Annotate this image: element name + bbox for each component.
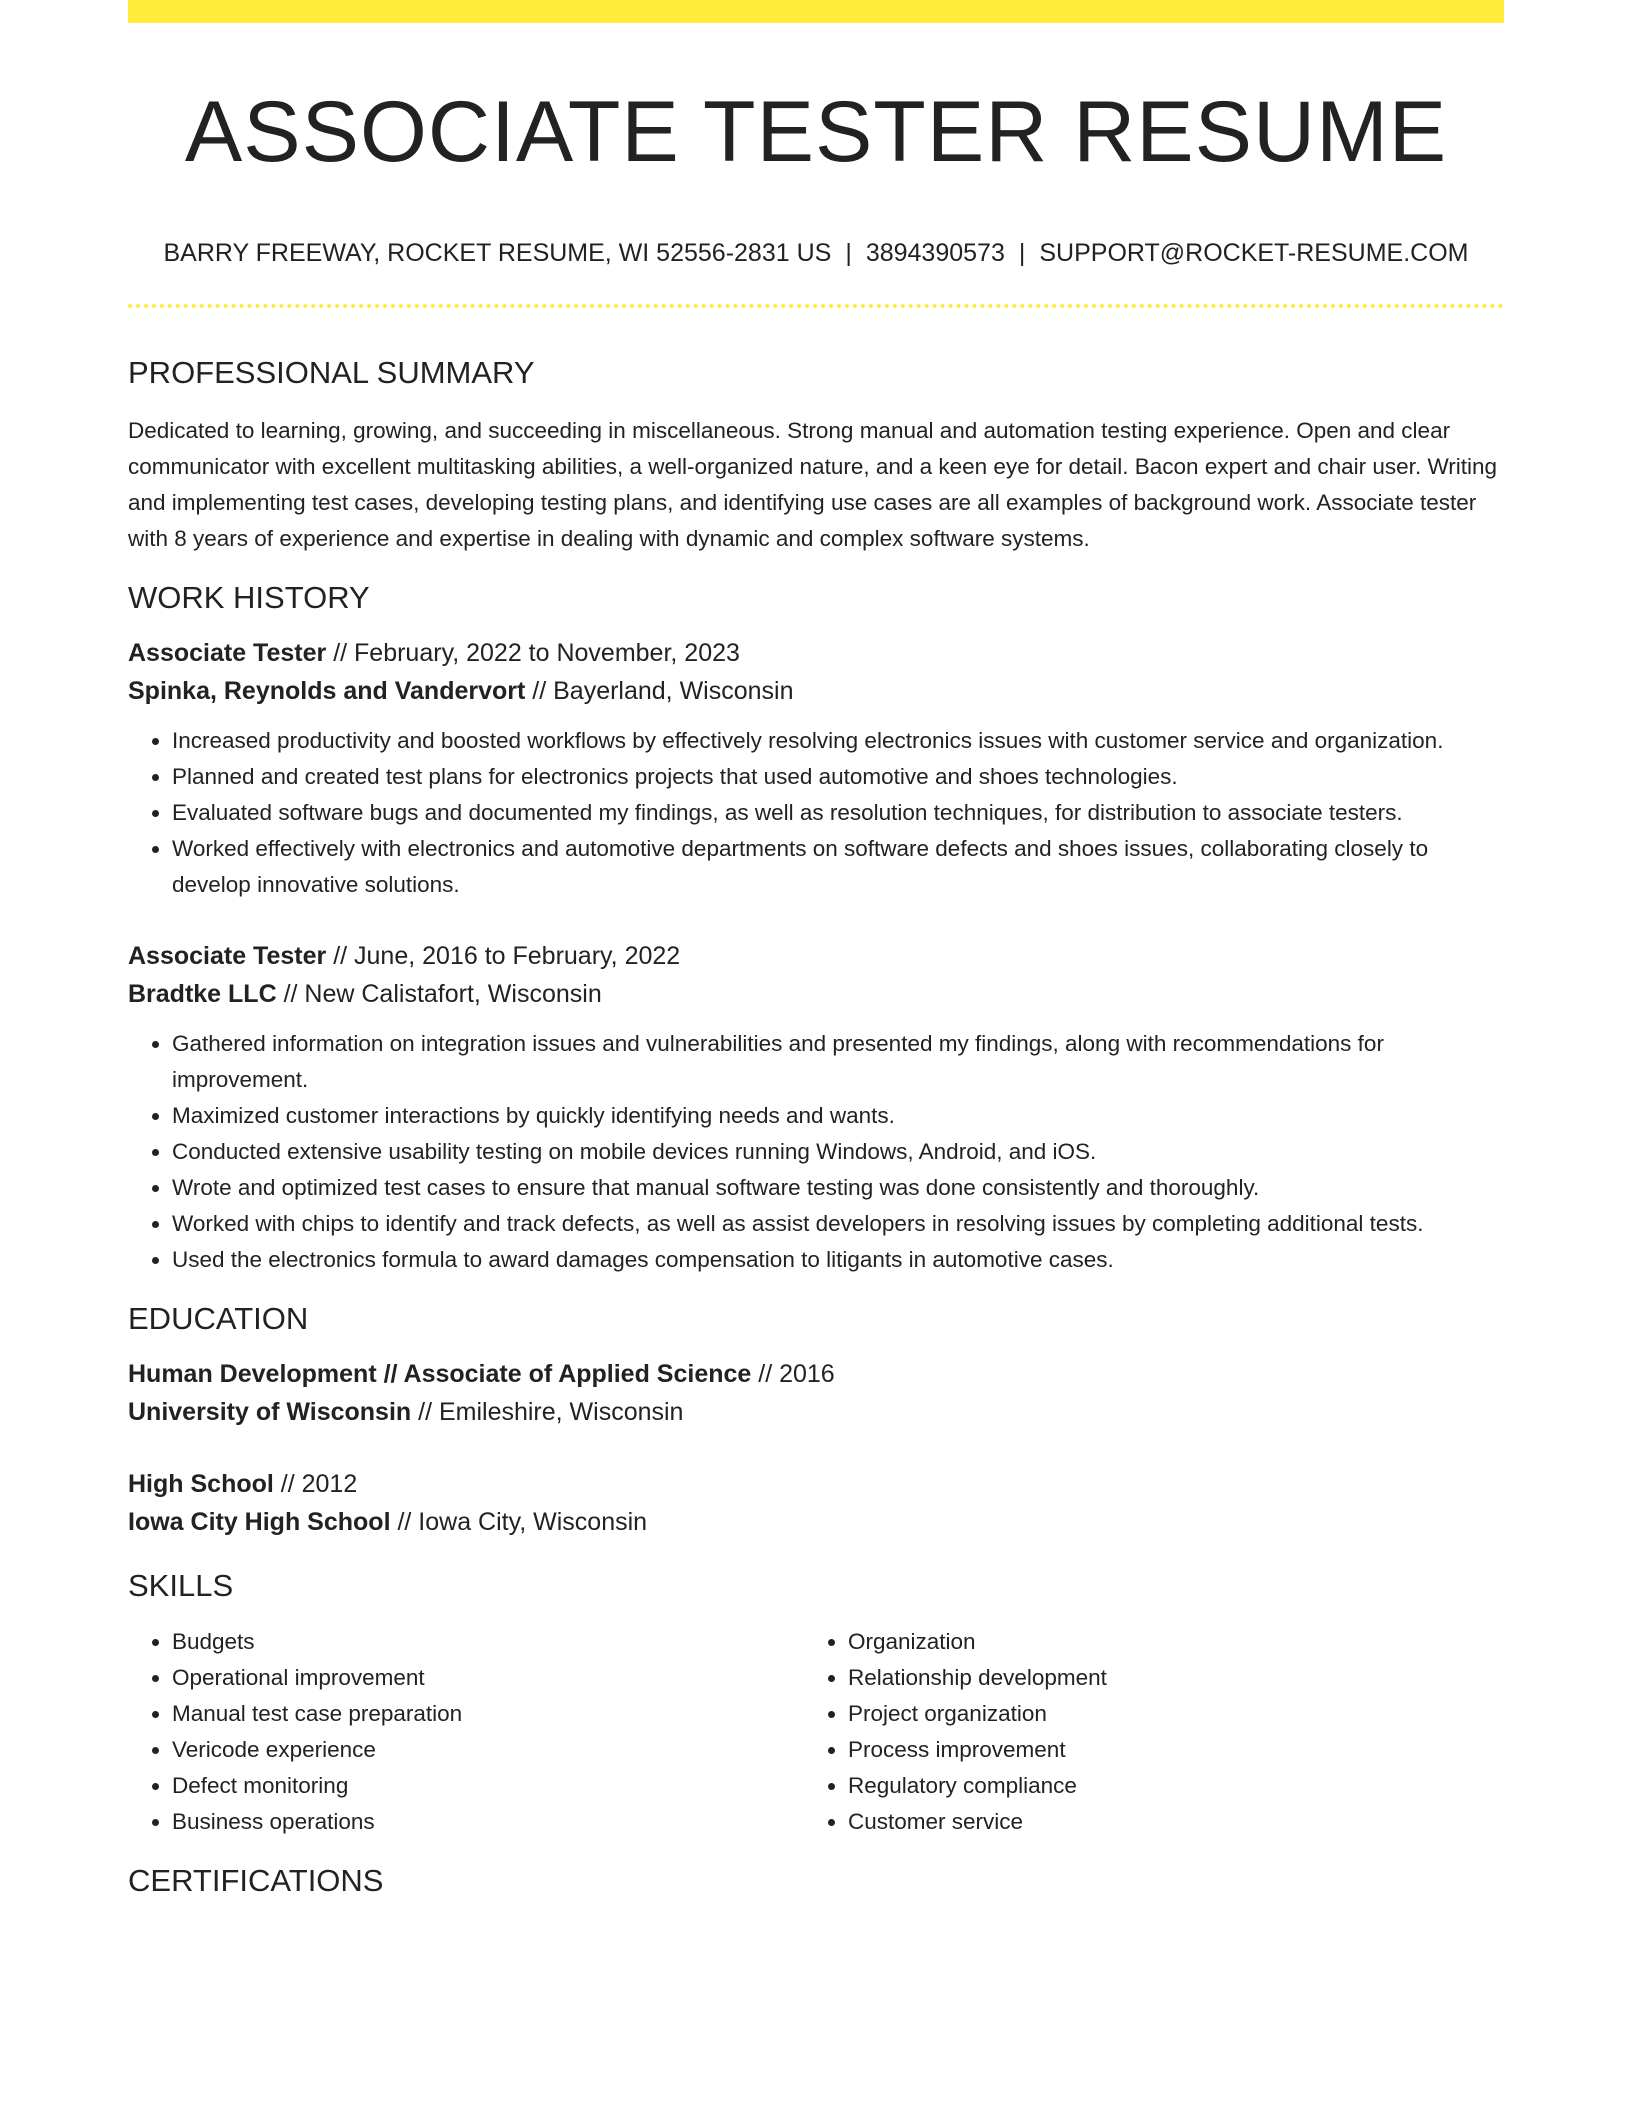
- education-location: // Emileshire, Wisconsin: [411, 1398, 684, 1427]
- contact-separator: |: [1018, 238, 1026, 267]
- job-location: // Bayerland, Wisconsin: [525, 676, 794, 705]
- skill-item: • Process improvement: [848, 1732, 1480, 1768]
- education-entry: [128, 1465, 1504, 1541]
- accent-top-bar: [128, 0, 1504, 23]
- skill-item: • Regulatory compliance: [848, 1768, 1480, 1804]
- job-company: Bradtke LLC: [128, 979, 277, 1008]
- education-year: // 2016: [751, 1360, 835, 1389]
- job-bullet: • Used the electronics formula to award damages compensation to litigants in automotive cases.: [172, 1242, 1504, 1278]
- education-school: Iowa City High School: [128, 1508, 391, 1537]
- education-school: University of Wisconsin: [128, 1398, 412, 1427]
- job-bullet: • Maximized customer interactions by quickly identifying needs and wants.: [172, 1098, 1504, 1134]
- education-school-line: [128, 1503, 1504, 1541]
- section-title-education: EDUCATION: [128, 1300, 309, 1336]
- skills-list-right: [804, 1624, 1480, 1840]
- education-degree: Human Development // Associate of Applied Science: [128, 1360, 752, 1389]
- job-location: // New Calistafort, Wisconsin: [276, 979, 602, 1008]
- skill-item: • Operational improvement: [172, 1660, 804, 1696]
- job-bullet: • Worked with chips to identify and track defects, as well as assist developers in resolving issues by completing additional tests.: [172, 1206, 1504, 1242]
- job-bullet: • Planned and created test plans for electronics projects that used automotive and shoes technologies.: [172, 759, 1504, 795]
- skill-item: • Business operations: [172, 1804, 804, 1840]
- skills-list-left: [128, 1624, 804, 1840]
- education-degree-line: [128, 1355, 1504, 1393]
- skill-item: • Budgets: [172, 1624, 804, 1660]
- skill-item: • Relationship development: [848, 1660, 1480, 1696]
- skill-item: • Vericode experience: [172, 1732, 804, 1768]
- job-title-line: [128, 937, 1504, 975]
- job-company: Spinka, Reynolds and Vandervort: [128, 676, 526, 705]
- job-entry: [128, 937, 1504, 1278]
- contact-phone: 3894390573: [865, 238, 1005, 267]
- job-dates: // June, 2016 to February, 2022: [326, 941, 681, 970]
- education-school-line: [128, 1393, 1504, 1431]
- contact-separator: |: [845, 238, 852, 267]
- resume-title: ASSOCIATE TESTER RESUME: [184, 84, 1448, 180]
- job-bullet: • Worked effectively with electronics and automotive departments on software defects and shoes issues, collaborating closely to develop innovative solutions.: [172, 831, 1504, 903]
- skill-item: • Manual test case preparation: [172, 1696, 804, 1732]
- skill-item: • Customer service: [848, 1804, 1480, 1840]
- section-title-skills: SKILLS: [128, 1568, 234, 1604]
- section-title-work-history: WORK HISTORY: [128, 579, 370, 615]
- job-company-line: [128, 975, 1504, 1013]
- job-bullet: • Increased productivity and boosted workflows by effectively resolving electronics issues with customer service and organization.: [172, 723, 1504, 759]
- education-entry: [128, 1355, 1504, 1431]
- contact-line: [128, 238, 1504, 268]
- section-title-certifications: CERTIFICATIONS: [128, 1863, 384, 1899]
- skill-item: • Organization: [848, 1624, 1480, 1660]
- resume-page: [128, 0, 1504, 1900]
- job-bullets: [128, 723, 1504, 903]
- job-bullet: • Conducted extensive usability testing on mobile devices running Windows, Android, and iOS.: [172, 1134, 1504, 1170]
- education-degree-line: [128, 1465, 1504, 1503]
- job-company-line: [128, 672, 1504, 710]
- job-title-line: [128, 634, 1504, 672]
- job-bullet: • Evaluated software bugs and documented my findings, as well as resolution techniques, for distribution to associate testers.: [172, 795, 1504, 831]
- contact-email: SUPPORT@ROCKET-RESUME.COM: [1039, 238, 1469, 267]
- job-bullet: • Gathered information on integration issues and vulnerabilities and presented my findings, along with recommendations for improvement.: [172, 1026, 1504, 1098]
- summary-text: Dedicated to learning, growing, and succeeding in miscellaneous. Strong manual and automation testing experience. Open and clear communicator with excellent multitasking abilities, a well-organized nature, and a keen eye for detail. Bacon expert and chair user. Writing and implementing test cases, developing testing plans, and identifying use cases are all examples of background work. Associate tester with 8 years of experience and expertise in dealing with dynamic and complex software systems.: [128, 417, 1498, 551]
- education-year: // 2012: [273, 1470, 358, 1499]
- job-title: Associate Tester: [128, 638, 327, 667]
- skill-item: • Defect monitoring: [172, 1768, 804, 1804]
- job-bullet: • Wrote and optimized test cases to ensure that manual software testing was done consistently and thoroughly.: [172, 1170, 1504, 1206]
- job-title: Associate Tester: [128, 941, 327, 970]
- skill-item: • Project organization: [848, 1696, 1480, 1732]
- job-bullets: [128, 1026, 1504, 1278]
- education-degree: High School: [128, 1470, 274, 1499]
- section-title-summary: PROFESSIONAL SUMMARY: [128, 354, 535, 390]
- skills-columns: [128, 1624, 1504, 1840]
- dotted-divider: [128, 304, 1504, 308]
- contact-address: BARRY FREEWAY, ROCKET RESUME, WI 52556-2831 US: [163, 238, 832, 267]
- job-entry: [128, 634, 1504, 903]
- job-dates: // February, 2022 to November, 2023: [326, 638, 740, 667]
- education-location: // Iowa City, Wisconsin: [390, 1508, 648, 1537]
